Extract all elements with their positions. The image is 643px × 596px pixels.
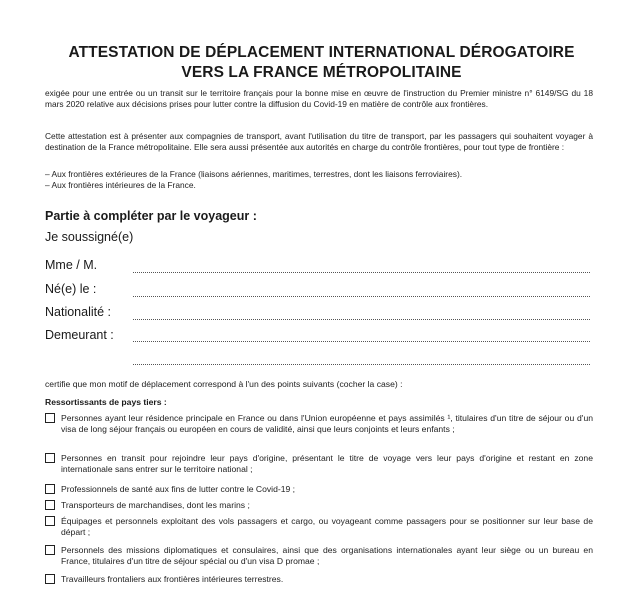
intro-paragraph-2: Cette attestation est à présenter aux compagnies de transport, avant l'utilisation du titre de transport, par les passagers qui souhaitent voyager à destination de la France métropolitaine. Elle sera aussi présentée aux autorités en charge du contrôle frontières, pour tout type de frontière : bbox=[45, 131, 593, 152]
residence-field-line2[interactable] bbox=[133, 364, 590, 365]
checkbox-freight-carriers[interactable] bbox=[45, 500, 55, 510]
checkbox-cross-border-workers[interactable] bbox=[45, 574, 55, 584]
option-diplomatic-staff bbox=[45, 545, 593, 567]
checkbox-diplomatic-staff[interactable] bbox=[45, 545, 55, 555]
birth-date-field[interactable] bbox=[133, 296, 590, 297]
intro-paragraph-1: exigée pour une entrée ou un transit sur le territoire français pour la bonne mise en œuvre de l'instruction du Premier ministre n° 6149/SG du 18 mars 2020 relative aux décisions prises pour lutter contre la diffusion du Covid-19 en matière de contrôle aux frontières. bbox=[45, 88, 593, 109]
checkbox-residence-eu[interactable] bbox=[45, 413, 55, 423]
option-label: Personnes en transit pour rejoindre leur pays d'origine, présentant le titre de voyage vers leur pays d'origine et restant en zone internationale sans entrer sur le territoire national ; bbox=[61, 453, 593, 474]
birth-date-label: Né(e) le : bbox=[45, 282, 97, 296]
document-title-line1: ATTESTATION DE DÉPLACEMENT INTERNATIONAL DÉROGATOIRE bbox=[68, 44, 575, 61]
checkbox-health-professionals[interactable] bbox=[45, 484, 55, 494]
option-transit bbox=[45, 453, 593, 475]
option-freight-carriers bbox=[45, 500, 593, 511]
option-label: Personnels des missions diplomatiques et consulaires, ainsi que des organisations internationales ayant leur siège ou un bureau en France, titulaires d'un titre de séjour spécial ou d'un visa D promae ; bbox=[61, 545, 593, 566]
document-title-line2: VERS LA FRANCE MÉTROPOLITAINE bbox=[181, 64, 462, 81]
residence-field-line1[interactable] bbox=[133, 341, 590, 342]
third-country-heading: Ressortissants de pays tiers : bbox=[45, 397, 167, 407]
nationality-field[interactable] bbox=[133, 319, 590, 320]
option-health-professionals bbox=[45, 484, 593, 495]
option-residence-eu bbox=[45, 413, 593, 435]
nationality-label: Nationalité : bbox=[45, 305, 112, 319]
option-label: Transporteurs de marchandises, dont les marins ; bbox=[61, 500, 250, 510]
name-field[interactable] bbox=[133, 272, 590, 273]
certify-statement: certifie que mon motif de déplacement correspond à l'un des points suivants (cocher la case) : bbox=[45, 379, 403, 389]
name-label: Mme / M. bbox=[45, 258, 98, 272]
option-flight-crews bbox=[45, 516, 593, 538]
option-label: Équipages et personnels exploitant des vols passagers et cargo, ou voyageant comme passagers pour se positionner sur leur base de départ ; bbox=[61, 516, 593, 537]
intro-bullet-internal-borders: – Aux frontières intérieures de la France. bbox=[45, 180, 196, 190]
residence-label: Demeurant : bbox=[45, 328, 114, 342]
option-label: Personnes ayant leur résidence principale en France ou dans l'Union européenne et pays assimilés ¹, titulaires d'un titre de séjour ou d'un visa de long séjour français ou européen en cours de validité, ainsi que leurs conjoints et leurs enfants ; bbox=[61, 413, 593, 434]
intro-bullet-external-borders: – Aux frontières extérieures de la France (liaisons aériennes, maritimes, terrestres, dont les liaisons ferroviaires). bbox=[45, 169, 463, 179]
option-label: Professionnels de santé aux fins de lutter contre le Covid-19 ; bbox=[61, 484, 296, 494]
checkbox-flight-crews[interactable] bbox=[45, 516, 55, 526]
soussigne-label: Je soussigné(e) bbox=[45, 230, 134, 244]
traveler-section-heading: Partie à compléter par le voyageur : bbox=[45, 209, 257, 223]
checkbox-transit[interactable] bbox=[45, 453, 55, 463]
option-label: Travailleurs frontaliers aux frontières intérieures terrestres. bbox=[61, 574, 284, 584]
option-cross-border-workers bbox=[45, 574, 593, 585]
